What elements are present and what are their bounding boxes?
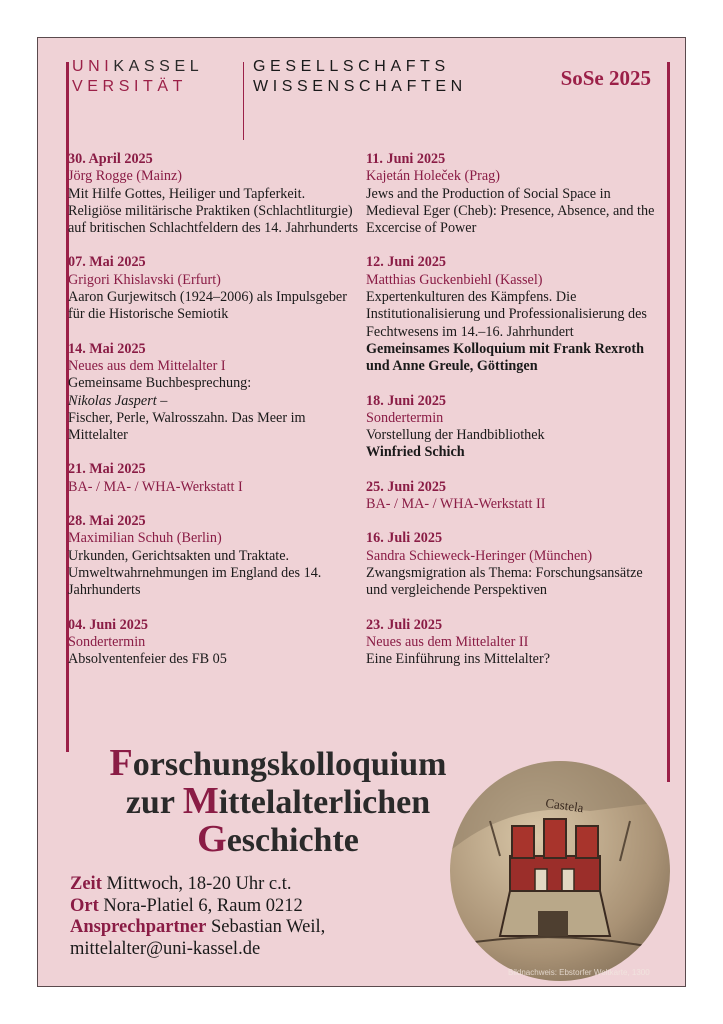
schedule-right-column [366,151,656,685]
event-item [366,393,656,462]
event-title: Urkunden, Gerichtsakten und Traktate. Umweltwahrnehmungen im England des 14. Jahrhunderts [68,547,322,599]
time-value: Mittwoch, 18-20 Uhr c.t. [106,874,292,894]
title-initial: G [197,818,227,860]
faculty-name [253,57,467,97]
event-title: Zwangsmigration als Thema: Forschungsansätze und vergleichende Perspektiven [366,564,643,599]
event-date: 23. Juli 2025 [366,616,443,633]
event-speaker: Sondertermin [68,633,146,650]
event-title: Absolventenfeier des FB 05 [68,651,227,668]
event-item [68,254,358,323]
event-title: Expertenkulturen des Kämpfens. Die Institutionalisierung und Professionalisierung des Fechtwesens im 14.–16. Jahrhundert [366,289,647,340]
event-item [366,151,656,237]
location-value: Nora-Platiel 6, Raum 0212 [103,895,303,916]
semester-label: SoSe 2025 [560,66,651,90]
event-item [68,513,358,599]
event-item [68,617,358,669]
event-speaker: BA- / MA- / WHA-Werkstatt I [68,478,243,495]
event-item [366,479,656,514]
logo-versitaet: VERSITÄT [72,78,188,95]
faculty-line1: GESELLSCHAFTS [253,58,450,75]
event-item [68,341,358,445]
image-caption: Bildnachweis: Ebstorfer Weltkarte, 1300 [508,968,650,977]
logo-uni: UNI [72,58,114,75]
event-date: 25. Juni 2025 [366,478,447,495]
event-item [366,254,656,375]
event-date: 30. April 2025 [68,151,153,167]
event-speaker: Grigori Khislavski (Erfurt) [68,271,221,288]
event-date: 28. Mai 2025 [68,513,146,530]
event-speaker: Neues aus dem Mittelalter II [366,633,529,650]
event-speaker: Jörg Rogge (Mainz) [68,168,183,185]
event-speaker: BA- / MA- / WHA-Werkstatt II [366,496,546,513]
event-item [366,530,656,599]
event-speaker: Sandra Schieweck-Heringer (München) [366,547,593,564]
event-date: 04. Juni 2025 [68,616,149,633]
event-note: Gemeinsames Kolloquium mit Frank Rexroth und Anne Greule, Göttingen [366,340,644,375]
event-speaker: Neues aus dem Mittelalter I [68,357,226,374]
castle-icon [450,761,670,981]
event-title: Aaron Gurjewitsch (1924–2006) als Impulsgeber für die Historische Semiotik [68,289,347,323]
event-date: 11. Juni 2025 [366,151,446,167]
event-date: 16. Juli 2025 [366,530,443,547]
colloquium-title [78,742,478,860]
event-speaker: Kajetán Holeček (Prag) [366,168,500,185]
event-date: 07. Mai 2025 [68,254,146,271]
event-speaker: Sondertermin [366,409,444,426]
event-subtitle: Fischer, Perle, Walrosszahn. Das Meer im Mittelalter [68,409,306,444]
right-accent-bar [667,62,670,782]
event-author: Nikolas Jaspert – [68,392,168,409]
poster [37,37,686,987]
title-text: eschichte [226,822,359,859]
time-label: Zeit [70,874,102,894]
event-speaker: Matthias Guckenbiehl (Kassel) [366,271,543,288]
event-item [68,151,358,237]
faculty-line2: WISSENSCHAFTEN [253,78,467,95]
event-date: 12. Juni 2025 [366,254,447,271]
contact-name: Sebastian Weil, [210,917,326,937]
logo-divider [243,62,244,140]
event-title: Gemeinsame Buchbesprechung: [68,375,252,392]
title-initial: M [182,780,219,822]
university-logo [72,57,203,97]
event-date: 21. Mai 2025 [68,461,146,478]
title-text: orschungskolloquium [132,746,447,783]
event-note: Winfried Schich [366,444,465,461]
event-speaker: Maximilian Schuh (Berlin) [68,530,222,547]
castle-map-image [450,761,670,981]
event-item [366,617,656,669]
logo-kassel: KASSEL [113,58,204,75]
contact-label: Ansprechpartner [70,917,207,937]
event-title: Eine Einführung ins Mittelalter? [366,651,550,668]
event-title: Jews and the Production of Social Space in Medieval Eger (Cheb): Presence, Absence, and the Excercise of Power [366,185,655,237]
location-label: Ort [70,895,99,916]
event-title: Mit Hilfe Gottes, Heiliger und Tapferkeit. [68,185,306,202]
title-text: ittelalterlichen [218,784,431,821]
schedule-left-column [68,151,358,685]
title-initial: F [109,742,133,784]
event-subtitle: Religiöse militärische Praktiken (Schlachtliturgie) auf britischen Schlachtfeldern des 14. Jahrhunderts [68,202,358,237]
title-text: zur [125,784,183,821]
event-item [68,461,358,496]
event-title: Vorstellung der Handbibliothek [366,427,545,444]
event-date: 18. Juni 2025 [366,392,447,409]
castle-inscription: Castela [544,795,585,816]
event-info [70,874,325,960]
contact-email[interactable]: mittelalter@uni-kassel.de [70,938,261,959]
event-date: 14. Mai 2025 [68,340,146,357]
